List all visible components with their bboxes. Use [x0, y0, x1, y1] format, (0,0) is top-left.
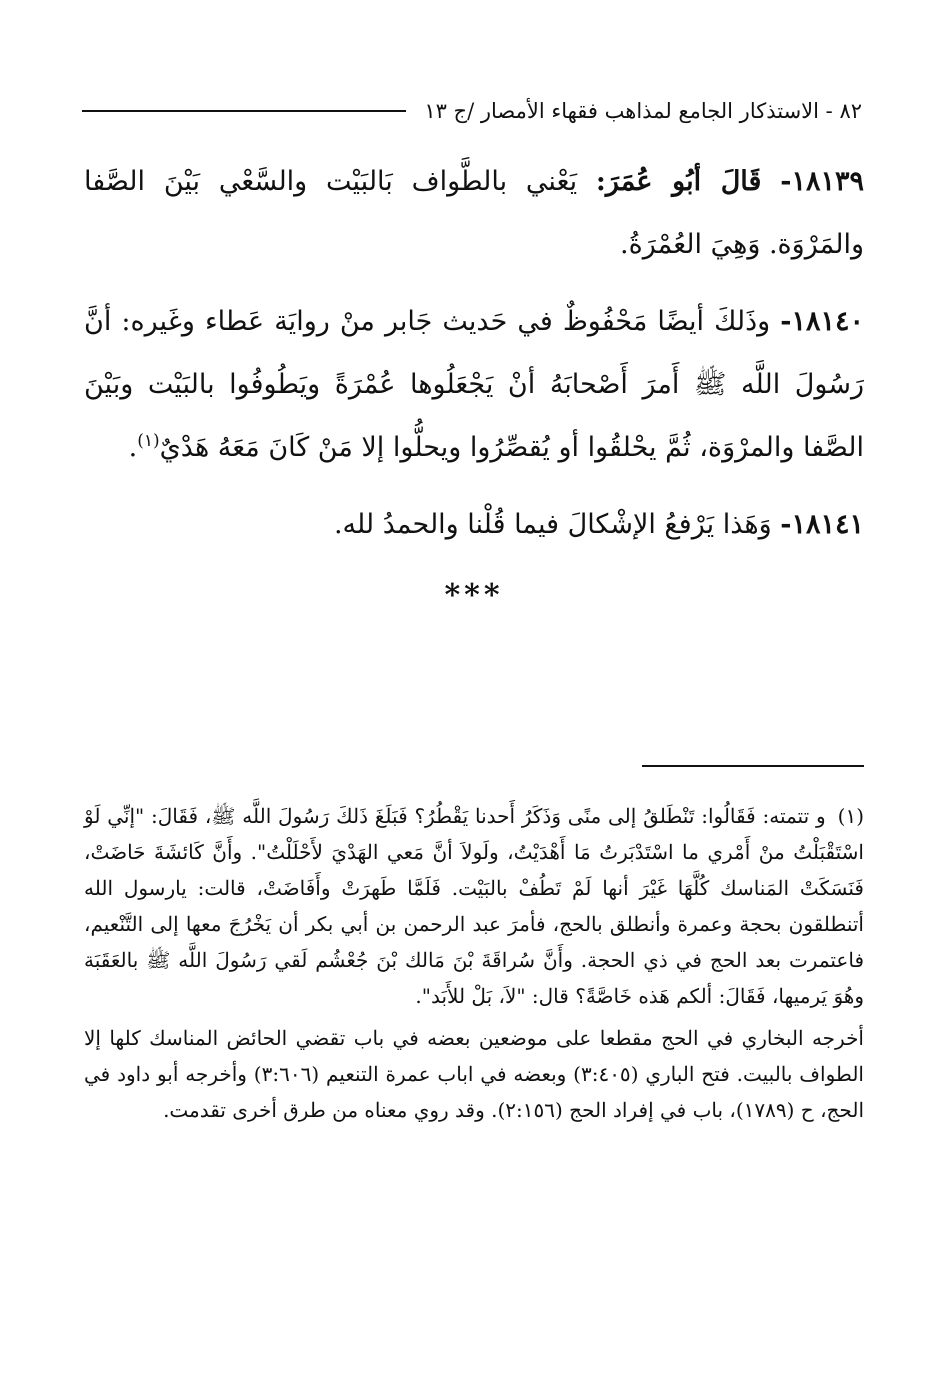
footnote-marker: (١)	[837, 804, 864, 828]
footnote-reference[interactable]: (١)	[137, 431, 160, 451]
paragraph-number: ١٨١٣٩-	[780, 166, 864, 197]
paragraph-lead: قَالَ أبُو عُمَرَ:	[595, 166, 762, 197]
paragraph-text: يَعْني بالطَّواف بَالبَيْت والسَّعْي بَيْنَ الصَّفا والمَرْوَة. وَهِيَ العُمْرَةُ.	[84, 166, 864, 260]
footnote-1	[84, 798, 864, 1014]
paragraph-number: ١٨١٤٠-	[780, 306, 864, 337]
running-header	[82, 94, 862, 128]
footnote-text: أخرجه البخاري في الحج مقطعا على موضعين بعضه في باب تقضي الحائض المناسك كلها إلا الطواف بالبيت. فتح الباري (٣:٤٠٥) وبعضه في اباب عمرة التنعيم (٣:٦٠٦) وأخرجه أبو داود في الحج، ح (١٧٨٩)، باب في إفراد الحج (٢:١٥٦). وقد روي معناه من طرق أخرى تقدمت.	[84, 1026, 864, 1122]
header-rule	[82, 110, 406, 112]
footnote-rule	[642, 765, 864, 767]
main-text	[84, 150, 864, 556]
paragraph-18141	[84, 493, 864, 556]
paragraph-text: وذَلكَ أيضًا مَحْفُوظٌ في حَديث جَابر منْ روايَة عَطاء وغَيره: أنَّ رَسُولَ اللَّه ﷺ أَمرَ أَصْحابَهُ أنْ يَجْعَلُوها عُمْرَةً ويَطُوفُوا بالبَيْت وبَيْنَ الصَّفا والمرْوَة، ثُمَّ يحْلقُوا أو يُقصِّرُوا ويحلُّوا إلا مَنْ كَانَ مَعَهُ هَدْيٌ	[84, 306, 864, 463]
running-header-title: ٨٢ - الاستذكار الجامع لمذاهب فقهاء الأمصار /ج ١٣	[424, 99, 862, 123]
footnote-1-continuation	[84, 1020, 864, 1128]
footnotes	[84, 798, 864, 1128]
paragraph-text: وَهَذا يَرْفعُ الإشْكالَ فيما قُلْنا والحمدُ لله.	[333, 509, 772, 540]
paragraph-number: ١٨١٤١-	[780, 509, 864, 540]
paragraph-18139	[84, 150, 864, 276]
footnote-text: و تتمته: فَقَالُوا: تَنْطَلقُ إلى منًى وَذَكَرُ أَحدنا يَقْطُرُ؟ فَبَلَغَ ذَلكَ رَسُولَ اللَّه ﷺ، فَقَالَ: "إنِّي لَوْ اسْتَقْبَلْتُ منْ أَمْري ما اسْتَدْبَرتُ مَا أَهْدَيْتُ، ولَولاَ أنَّ مَعي الهَدْيَ لأَحْلَلْتُ". وأَنَّ كَائشَةَ حَاضَتْ، فَنَسَكَتْ المَناسك كُلَّهَا غَيْرَ أنها لَمْ تَطُفْ بالبَيْت. فَلَمَّا طَهرَتْ وأَفَاضَتْ، قالت: يارسول الله أتنطلقون بحجة وعمرة وأنطلق بالحج، فأمرَ عبد الرحمن بن أبي بكر أن يَخْرُجَ معها إلى التَّنْعيم، فاعتمرت بعد الحج في ذي الحجة. وأَنَّ سُراقَةَ بْنَ مَالك بْنَ جُعْشُم لَقي رَسُولَ اللَّه ﷺ بالعَقَبَة وهُوَ يَرميها، فَقَالَ: ألكم هَذه خَاصَّةً؟ قال: "لاَ، بَلْ للأَبَد".	[84, 804, 864, 1008]
paragraph-18140: ١٨١٤٠- وذَلكَ أيضًا مَحْفُوظٌ في حَديث جَابر منْ روايَة عَطاء وغَيره: أنَّ رَسُولَ اللَّه ﷺ أَمرَ أَصْحابَهُ أنْ يَجْعَلُوها عُمْرَةً ويَطُوفُوا بالبَيْت وبَيْنَ الصَّفا والمرْوَة، ثُمَّ يحْلقُوا أو يُقصِّرُوا ويحلُّوا إلا مَنْ كَانَ مَعَهُ هَدْيٌ$^{(١)}$.	[84, 306, 864, 463]
section-separator: ***	[444, 578, 504, 613]
